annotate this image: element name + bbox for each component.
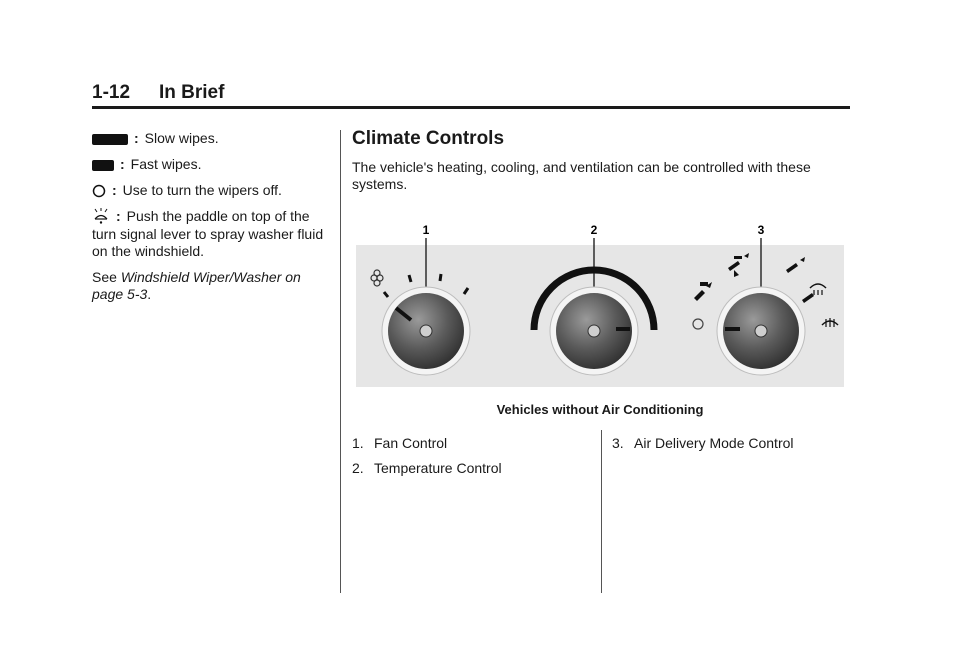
- page-header-title: In Brief: [159, 82, 225, 103]
- temperature-control-knob[interactable]: [550, 287, 638, 375]
- column-divider: [340, 130, 341, 593]
- list-item: 1. Fan Control: [352, 435, 448, 451]
- off-line: : Use to turn the wipers off.: [92, 182, 332, 199]
- callout-3: 3: [757, 223, 765, 237]
- page-number: 1-12: [92, 82, 131, 103]
- list-item: 2. Temperature Control: [352, 460, 502, 476]
- air-delivery-mode-knob[interactable]: [717, 287, 805, 375]
- section-intro: The vehicle's heating, cooling, and ventilation can be controlled with these systems.: [352, 159, 811, 192]
- fast-wipe-icon: [92, 160, 114, 171]
- list-item: 3. Air Delivery Mode Control: [612, 435, 794, 451]
- cross-reference-link[interactable]: Windshield Wiper/Washer on page 5-3: [92, 269, 301, 303]
- see-reference: See Windshield Wiper/Washer on page 5-3.: [92, 269, 301, 303]
- slow-wipe-icon: [92, 134, 128, 145]
- washer-line: : Push the paddle on top of the turn signal lever to spray washer fluid on the windshield.: [92, 208, 324, 260]
- slow-wipes-line: : Slow wipes.: [92, 130, 332, 147]
- list-divider: [601, 430, 602, 593]
- callout-2: 2: [590, 223, 598, 237]
- section-title: Climate Controls: [352, 128, 505, 149]
- fan-control-knob[interactable]: [382, 287, 470, 375]
- figure-caption: Vehicles without Air Conditioning: [496, 402, 704, 417]
- washer-icon: [92, 208, 110, 226]
- fast-wipes-line: : Fast wipes.: [92, 156, 332, 173]
- callout-1: 1: [422, 223, 430, 237]
- page-header: [92, 80, 850, 109]
- callout-list-left: [352, 435, 502, 485]
- wiper-instructions: [92, 130, 332, 312]
- callout-list-right: [612, 435, 794, 460]
- off-icon: [92, 184, 106, 198]
- climate-control-panel-figure: [356, 220, 844, 388]
